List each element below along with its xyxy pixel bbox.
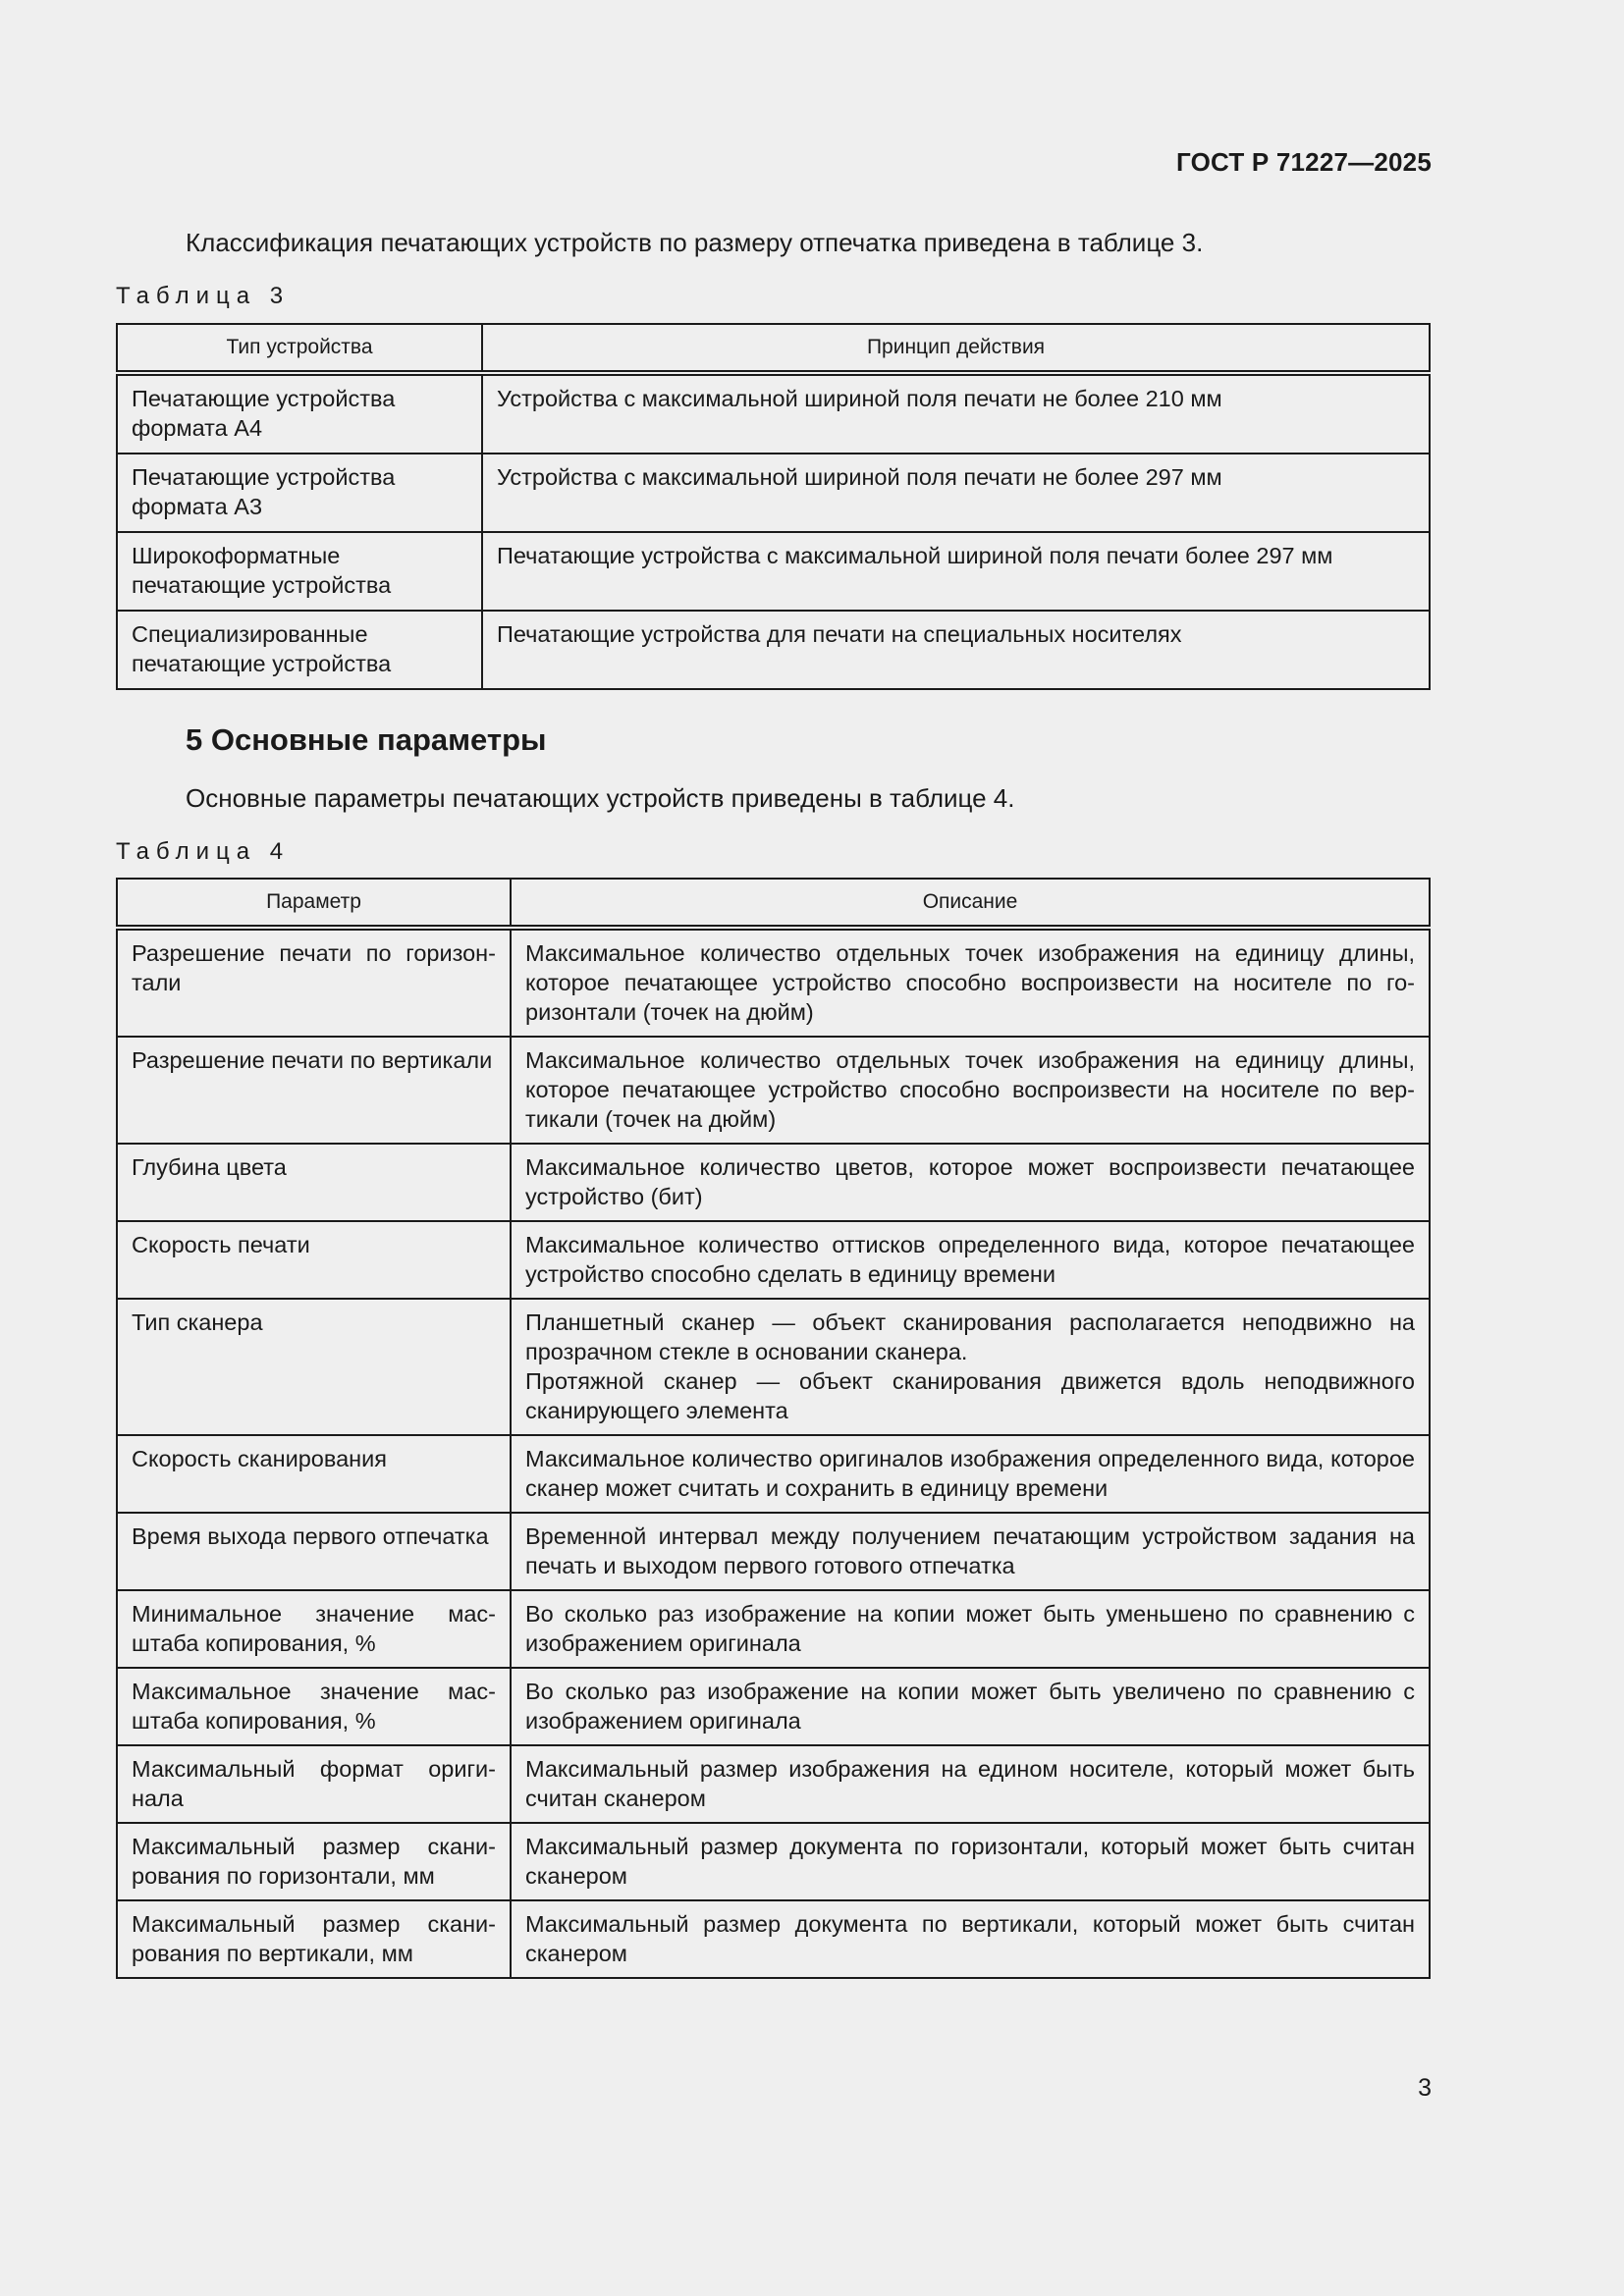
table-row	[117, 1144, 1430, 1221]
document-code: ГОСТ Р 71227—2025	[1176, 147, 1432, 177]
table4-caption: Таблица 4	[116, 838, 291, 865]
table-row	[117, 454, 1430, 532]
description-cell: Во сколько раз изображение на копии может быть увеличено по сравнению с изображением оригинала	[511, 1668, 1430, 1745]
table-row	[117, 1435, 1430, 1513]
device-type-cell: Печатающие устройства формата А3	[117, 454, 482, 532]
parameter-cell: Время выхода первого отпечатка	[117, 1513, 511, 1590]
table-row	[117, 1745, 1430, 1823]
table-row	[117, 1513, 1430, 1590]
table-4	[116, 878, 1431, 1979]
description-cell: Максимальное количество отдельных точек изображения на единицу длины, которое печатающее устройство способно воспроизвести на носителе по вертикали (точек на дюйм)	[511, 1037, 1430, 1144]
parameter-cell: Разрешение печати по вертикали	[117, 1037, 511, 1144]
description-cell: Максимальное количество оттисков определенного вида, которое печатающее устройство способно сделать в единицу времени	[511, 1221, 1430, 1299]
principle-cell: Печатающие устройства с максимальной шириной поля печати более 297 мм	[482, 532, 1430, 611]
table-row	[117, 1668, 1430, 1745]
table-row	[117, 1590, 1430, 1668]
description-cell: Максимальное количество цветов, которое может воспроизвести печатающее устройство (бит)	[511, 1144, 1430, 1221]
table-row	[117, 1299, 1430, 1435]
description-cell: Максимальный размер документа по вертикали, который может быть считан сканером	[511, 1900, 1430, 1978]
table-row	[117, 373, 1430, 454]
table-row	[117, 611, 1430, 689]
page-number: 3	[1418, 2074, 1432, 2102]
description-cell: Максимальный размер документа по горизонтали, который может быть считан сканером	[511, 1823, 1430, 1900]
parameter-cell: Максимальное значение масштаба копирования, %	[117, 1668, 511, 1745]
section-paragraph: Основные параметры печатающих устройств приведены в таблице 4.	[186, 783, 1015, 813]
table-row	[117, 928, 1430, 1037]
device-type-cell: Широкоформатные печатающие устройства	[117, 532, 482, 611]
parameter-cell: Скорость печати	[117, 1221, 511, 1299]
description-cell: Временной интервал между получением печатающим устройством задания на печать и выходом первого готового отпечатка	[511, 1513, 1430, 1590]
principle-cell: Печатающие устройства для печати на специальных носителях	[482, 611, 1430, 689]
parameter-cell: Глубина цвета	[117, 1144, 511, 1221]
column-header: Принцип действия	[482, 324, 1430, 373]
principle-cell: Устройства с максимальной шириной поля печати не более 210 мм	[482, 373, 1430, 454]
device-type-cell: Печатающие устройства формата А4	[117, 373, 482, 454]
table-row	[117, 1037, 1430, 1144]
column-header: Тип устройства	[117, 324, 482, 373]
description-cell: Максимальное количество отдельных точек изображения на единицу длины, которое печатающее устройство способно воспроизвести на носителе по горизонтали (точек на дюйм)	[511, 928, 1430, 1037]
parameter-cell: Максимальный размер сканирования по горизонтали, мм	[117, 1823, 511, 1900]
device-type-cell: Специализированные печатающие устройства	[117, 611, 482, 689]
table-header-row	[117, 324, 1430, 373]
parameter-cell: Разрешение печати по горизонтали	[117, 928, 511, 1037]
table3-caption: Таблица 3	[116, 283, 291, 309]
column-header: Описание	[511, 879, 1430, 928]
parameter-cell: Максимальный размер сканирования по вертикали, мм	[117, 1900, 511, 1978]
parameter-cell: Тип сканера	[117, 1299, 511, 1435]
description-cell: Максимальное количество оригиналов изображения определенного вида, которое сканер может считать и сохранить в единицу времени	[511, 1435, 1430, 1513]
column-header: Параметр	[117, 879, 511, 928]
table-row	[117, 532, 1430, 611]
intro-paragraph: Классификация печатающих устройств по размеру отпечатка приведена в таблице 3.	[186, 228, 1204, 257]
table-header-row	[117, 879, 1430, 928]
table-row	[117, 1823, 1430, 1900]
parameter-cell: Максимальный формат оригинала	[117, 1745, 511, 1823]
parameter-cell: Скорость сканирования	[117, 1435, 511, 1513]
table-row	[117, 1900, 1430, 1978]
description-cell: Во сколько раз изображение на копии может быть уменьшено по сравнению с изображением оригинала	[511, 1590, 1430, 1668]
principle-cell: Устройства с максимальной шириной поля печати не более 297 мм	[482, 454, 1430, 532]
section-heading: 5 Основные параметры	[186, 722, 547, 757]
description-cell: Планшетный сканер — объект сканирования располагается неподвижно на прозрачном стекле в основании сканера. Протяжной сканер — объект сканирования движется вдоль неподвижного сканирующего элемента	[511, 1299, 1430, 1435]
description-cell: Максимальный размер изображения на едином носителе, который может быть считан сканером	[511, 1745, 1430, 1823]
parameter-cell: Минимальное значение масштаба копирования, %	[117, 1590, 511, 1668]
table-row	[117, 1221, 1430, 1299]
table-3	[116, 323, 1431, 690]
